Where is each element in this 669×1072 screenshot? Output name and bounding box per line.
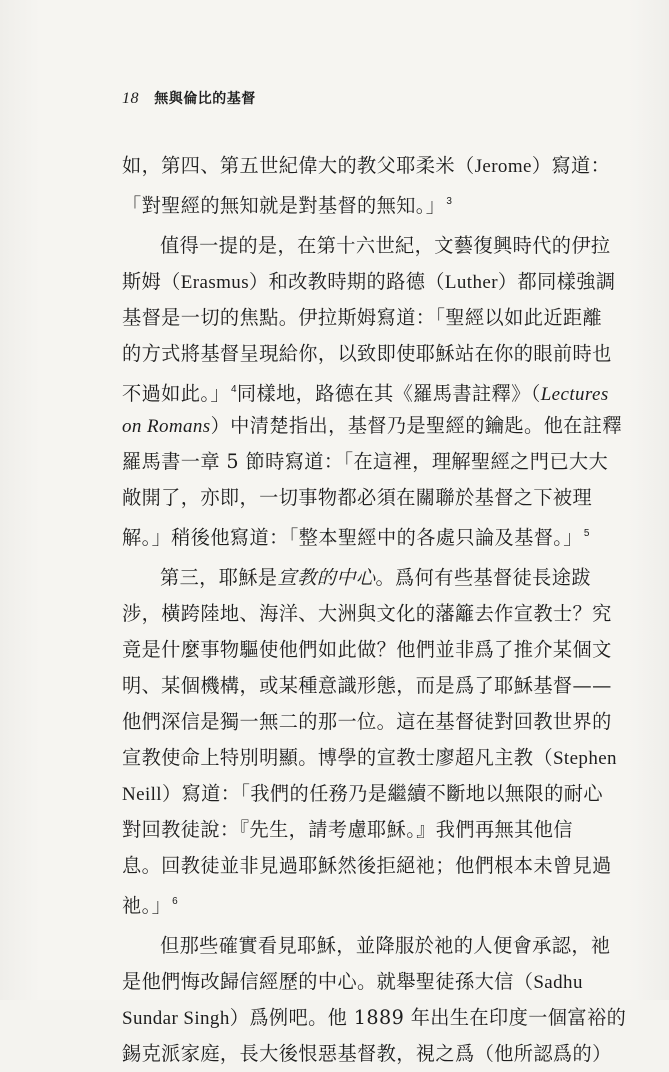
text-segment: 。爲何有些基督徒長途跋 xyxy=(375,566,591,589)
text-segment: 涉，橫跨陸地、海洋、大洲與文化的藩籬去作宣教士？究 xyxy=(122,602,612,625)
text-line xyxy=(122,740,617,776)
text-line xyxy=(122,184,600,220)
text-line xyxy=(122,704,612,740)
text-segment: 如，第四、第五世紀偉大的教父耶柔米（ xyxy=(122,154,475,177)
latin-term: Sadhu xyxy=(533,972,583,993)
text-line xyxy=(122,928,611,964)
text-segment: 竟是什麼事物驅使他們如此做？他們並非爲了推介某個文 xyxy=(122,638,612,661)
text-segment: 基督是一切的焦點。伊拉斯姆寫道：「聖經以如此近距離 xyxy=(122,306,603,329)
text-line xyxy=(122,560,600,596)
text-segment: 對回教徒說：『先生，請考慮耶穌。』我們再無其他信 xyxy=(122,818,573,841)
text-line xyxy=(122,516,600,552)
text-segment: 解。」稍後他寫道：「整本聖經中的各處只論及基督。」 xyxy=(122,526,583,549)
text-line xyxy=(122,848,612,884)
text-segment: 值得一提的是，在第十六世紀，文藝復興時代的伊拉 xyxy=(160,234,611,257)
latin-term: Sundar Singh xyxy=(122,1008,230,1029)
text-line xyxy=(122,964,600,1000)
text-segment: 羅馬書一章 5 節時寫道：「在這裡，理解聖經之門已大大 xyxy=(122,450,609,473)
text-line xyxy=(122,776,603,812)
text-segment: 但那些確實看見耶穌，並降服於祂的人便會承認，祂 xyxy=(160,934,611,957)
text-segment: ）爲例吧。他 1889 年出生在印度一個富裕的 xyxy=(229,1006,627,1029)
text-line xyxy=(122,148,611,184)
text-line xyxy=(122,1000,627,1036)
emphasized-text: 宣教的中心 xyxy=(277,566,376,589)
text-segment: 敞開了，亦即，一切事物都必須在關聯於基督之下被理 xyxy=(122,486,593,509)
text-line xyxy=(122,228,611,264)
text-segment: ）寫道：「我們的任務乃是繼續不斷地以無限的耐心 xyxy=(162,782,603,805)
text-line xyxy=(122,372,609,408)
page-number: 18 xyxy=(122,90,139,107)
footnote-ref: 5 xyxy=(583,528,590,539)
text-line xyxy=(122,480,600,516)
latin-term: Erasmus xyxy=(180,272,249,293)
text-line xyxy=(122,300,603,336)
text-line xyxy=(122,1036,612,1072)
text-segment: 祂。」 xyxy=(122,894,172,917)
text-segment: 息。回教徒並非見過耶穌然後拒絕祂；他們根本未曾見過 xyxy=(122,854,612,877)
text-segment: 斯姆（ xyxy=(122,270,181,293)
text-segment: 的方式將基督呈現給你，以致即使耶穌站在你的眼前時也 xyxy=(122,342,612,365)
italic-title: on Romans xyxy=(122,416,211,437)
latin-term: Luther xyxy=(444,272,498,293)
text-line xyxy=(122,668,612,704)
text-segment: 他們深信是獨一無二的那一位。這在基督徒對回教世界的 xyxy=(122,710,612,733)
text-segment: 明、某個機構，或某種意識形態，而是爲了耶穌基督—— xyxy=(122,674,612,697)
text-segment: 第三，耶穌是 xyxy=(160,566,278,589)
latin-term: Stephen xyxy=(552,748,617,769)
body-text xyxy=(122,148,627,1072)
text-segment: 同樣地，路德在其《羅馬書註釋》（ xyxy=(236,382,541,405)
text-line xyxy=(122,336,612,372)
text-line xyxy=(122,632,612,668)
text-segment: 不過如此。」 xyxy=(122,382,230,405)
text-line xyxy=(122,884,600,920)
latin-term: Jerome xyxy=(474,156,532,177)
text-line xyxy=(122,596,612,632)
latin-term: Neill xyxy=(122,784,162,805)
text-segment: ）寫道： xyxy=(531,154,611,177)
text-segment: ）中清楚指出，基督乃是聖經的鑰匙。他在註釋 xyxy=(210,414,622,437)
text-segment: 宣教使命上特別明顯。博學的宣教士廖超凡主教（ xyxy=(122,746,553,769)
text-segment: 錫克派家庭，長大後恨惡基督教，視之爲（他所認爲的） xyxy=(122,1042,612,1065)
text-line xyxy=(122,444,609,480)
text-line xyxy=(122,408,622,444)
text-line xyxy=(122,264,616,300)
footnote-ref: 3 xyxy=(446,196,453,207)
text-line xyxy=(122,812,600,848)
book-title: 無與倫比的基督 xyxy=(154,91,256,107)
text-segment: ）和改教時期的路德（ xyxy=(249,270,445,293)
italic-title: Lectures xyxy=(540,384,609,405)
footnote-ref: 4 xyxy=(230,384,237,395)
text-segment: ）都同樣強調 xyxy=(497,270,616,293)
text-segment: 「對聖經的無知就是對基督的無知。」 xyxy=(122,194,446,217)
running-head xyxy=(122,88,256,108)
footnote-ref: 6 xyxy=(172,896,179,907)
text-segment: 是他們悔改歸信經歷的中心。就舉聖徒孫大信（ xyxy=(122,970,534,993)
